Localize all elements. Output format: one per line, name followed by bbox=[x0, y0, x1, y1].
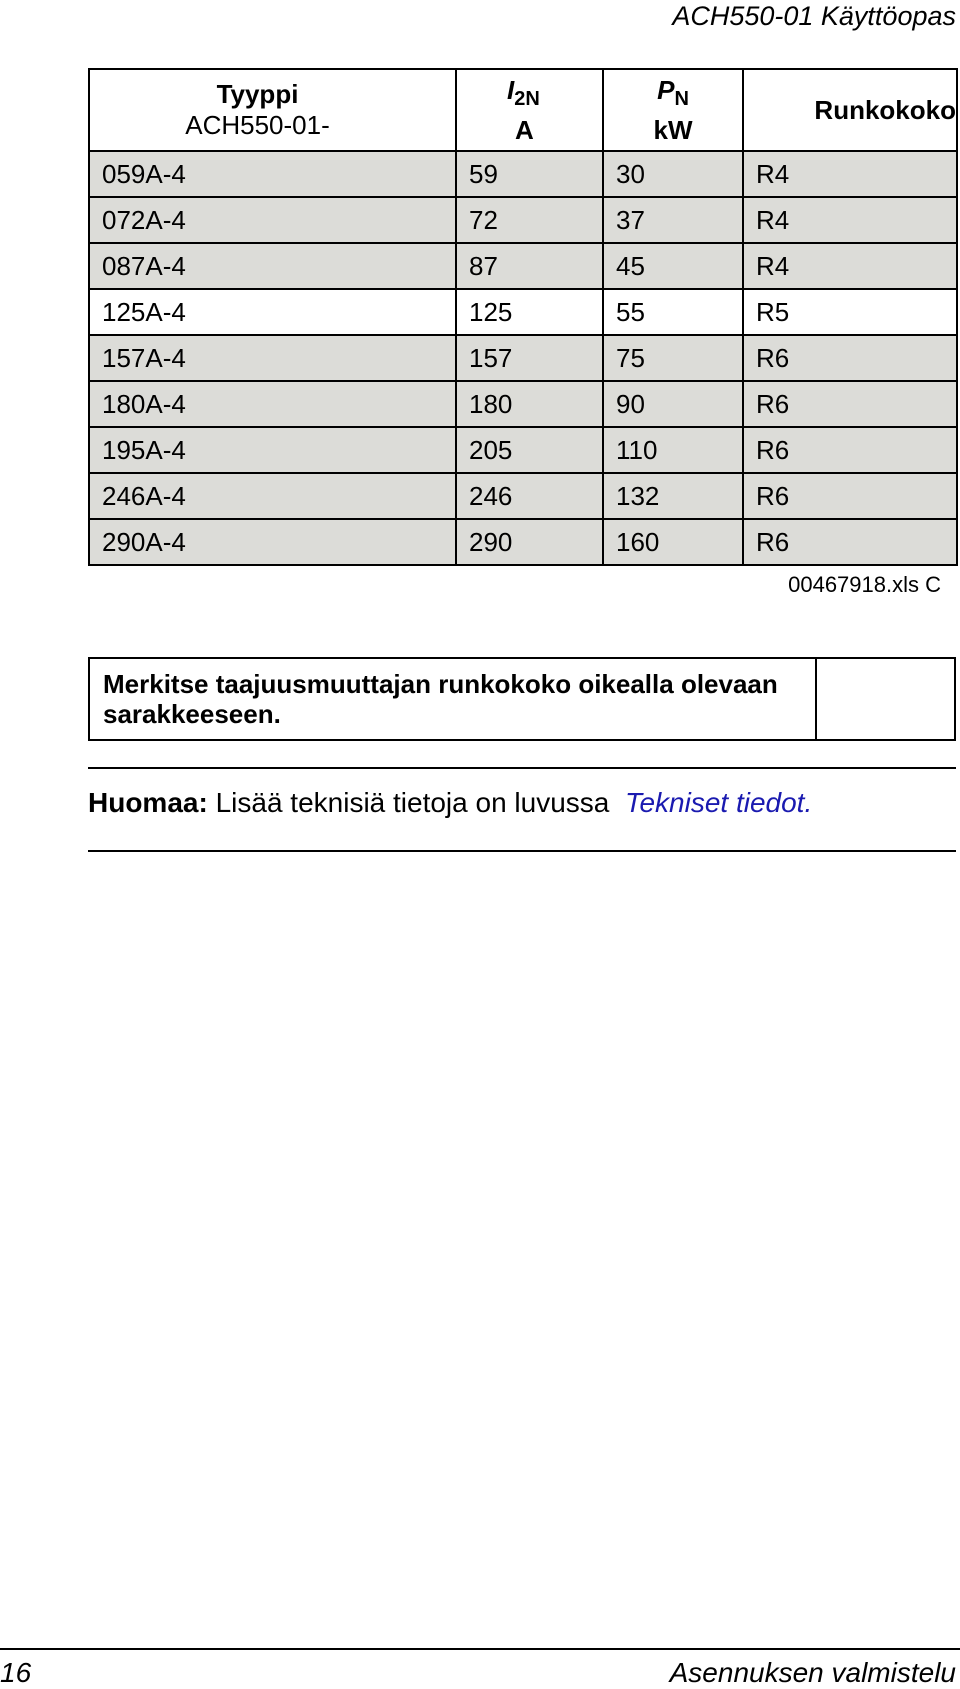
table-body bbox=[89, 151, 957, 565]
running-header: ACH550-01 Käyttöopas bbox=[672, 1, 956, 31]
table-row bbox=[89, 335, 957, 381]
cell-power: 90 bbox=[603, 381, 743, 427]
cell-power: 30 bbox=[603, 151, 743, 197]
header-power-unit: kW bbox=[653, 114, 693, 145]
cell-power: 45 bbox=[603, 243, 743, 289]
table-row bbox=[89, 289, 957, 335]
note-bottom-rule bbox=[88, 850, 956, 852]
cell-type: 087A-4 bbox=[89, 243, 456, 289]
cell-frame: R5 bbox=[743, 289, 957, 335]
frame-size-instruction: Merkitse taajuusmuuttajan runkokoko oikealla olevaan sarakkeeseen. bbox=[90, 659, 817, 739]
cell-power: 110 bbox=[603, 427, 743, 473]
note-end: . bbox=[804, 787, 813, 818]
header-power-sub: N bbox=[674, 87, 689, 110]
header-current bbox=[456, 69, 603, 151]
header-frame-size: Runkokoko bbox=[743, 69, 957, 151]
cell-type: 157A-4 bbox=[89, 335, 456, 381]
table-row bbox=[89, 427, 957, 473]
cell-current: 59 bbox=[456, 151, 603, 197]
table-row bbox=[89, 519, 957, 565]
cell-type: 290A-4 bbox=[89, 519, 456, 565]
cell-current: 290 bbox=[456, 519, 603, 565]
table-row bbox=[89, 197, 957, 243]
cell-frame: R6 bbox=[743, 381, 957, 427]
cell-frame: R4 bbox=[743, 197, 957, 243]
cell-type: 059A-4 bbox=[89, 151, 456, 197]
cell-current: 180 bbox=[456, 381, 603, 427]
cell-frame: R6 bbox=[743, 335, 957, 381]
table-row bbox=[89, 381, 957, 427]
cell-current: 72 bbox=[456, 197, 603, 243]
cell-current: 125 bbox=[456, 289, 603, 335]
section-title: Asennuksen valmistelu bbox=[669, 1657, 956, 1688]
cell-power: 55 bbox=[603, 289, 743, 335]
table-reference: 00467918.xls C bbox=[788, 572, 941, 597]
cell-type: 180A-4 bbox=[89, 381, 456, 427]
frame-size-entry-cell[interactable] bbox=[817, 659, 954, 739]
header-type-prefix: ACH550-01- bbox=[185, 110, 330, 140]
cell-frame: R4 bbox=[743, 151, 957, 197]
note-label: Huomaa: bbox=[88, 787, 208, 818]
header-power-symbol: P bbox=[657, 74, 675, 105]
cell-frame: R6 bbox=[743, 519, 957, 565]
note-text: Lisää teknisiä tietoja on luvussa bbox=[215, 787, 610, 818]
page-number: 16 bbox=[0, 1657, 32, 1688]
cell-power: 75 bbox=[603, 335, 743, 381]
cell-type: 246A-4 bbox=[89, 473, 456, 519]
cell-current: 87 bbox=[456, 243, 603, 289]
header-current-symbol: I bbox=[507, 74, 515, 105]
frame-size-table bbox=[88, 68, 958, 566]
header-current-unit: A bbox=[515, 114, 534, 145]
cell-current: 205 bbox=[456, 427, 603, 473]
header-power bbox=[603, 69, 743, 151]
cell-frame: R6 bbox=[743, 473, 957, 519]
technical-data-link[interactable]: Tekniset tiedot bbox=[624, 787, 805, 818]
note bbox=[88, 787, 812, 819]
table-header-row bbox=[89, 69, 957, 151]
cell-type: 125A-4 bbox=[89, 289, 456, 335]
cell-frame: R4 bbox=[743, 243, 957, 289]
table-row bbox=[89, 473, 957, 519]
table-row bbox=[89, 151, 957, 197]
header-type bbox=[89, 69, 456, 151]
footer-rule bbox=[0, 1648, 960, 1650]
cell-frame: R6 bbox=[743, 427, 957, 473]
header-type-label: Tyyppi bbox=[216, 79, 299, 109]
table-row bbox=[89, 243, 957, 289]
header-current-sub: 2N bbox=[514, 87, 540, 110]
cell-power: 160 bbox=[603, 519, 743, 565]
cell-current: 157 bbox=[456, 335, 603, 381]
note-top-rule bbox=[88, 767, 956, 769]
cell-power: 132 bbox=[603, 473, 743, 519]
cell-type: 072A-4 bbox=[89, 197, 456, 243]
cell-current: 246 bbox=[456, 473, 603, 519]
cell-type: 195A-4 bbox=[89, 427, 456, 473]
cell-power: 37 bbox=[603, 197, 743, 243]
frame-size-entry-box bbox=[88, 657, 956, 741]
